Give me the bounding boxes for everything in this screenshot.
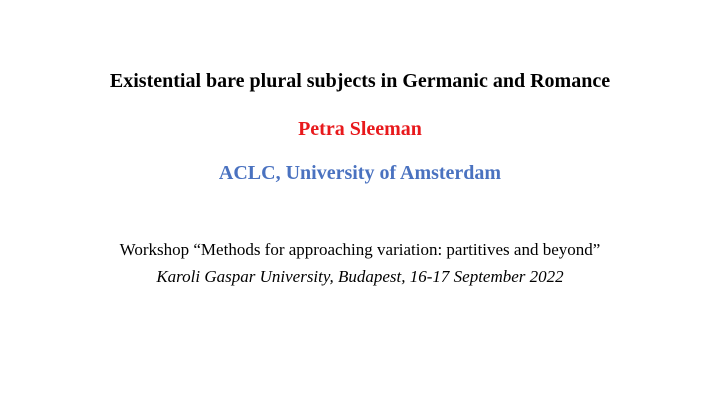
author-affiliation: ACLC, University of Amsterdam [218,162,502,184]
author-name: Petra Sleeman [298,118,422,140]
workshop-name: Workshop “Methods for approaching variation: partitives and beyond” [119,240,601,259]
slide-title: Existential bare plural subjects in Germanic and Romance [109,70,611,92]
venue-and-date: Karoli Gaspar University, Budapest, 16-17 September 2022 [156,267,564,286]
